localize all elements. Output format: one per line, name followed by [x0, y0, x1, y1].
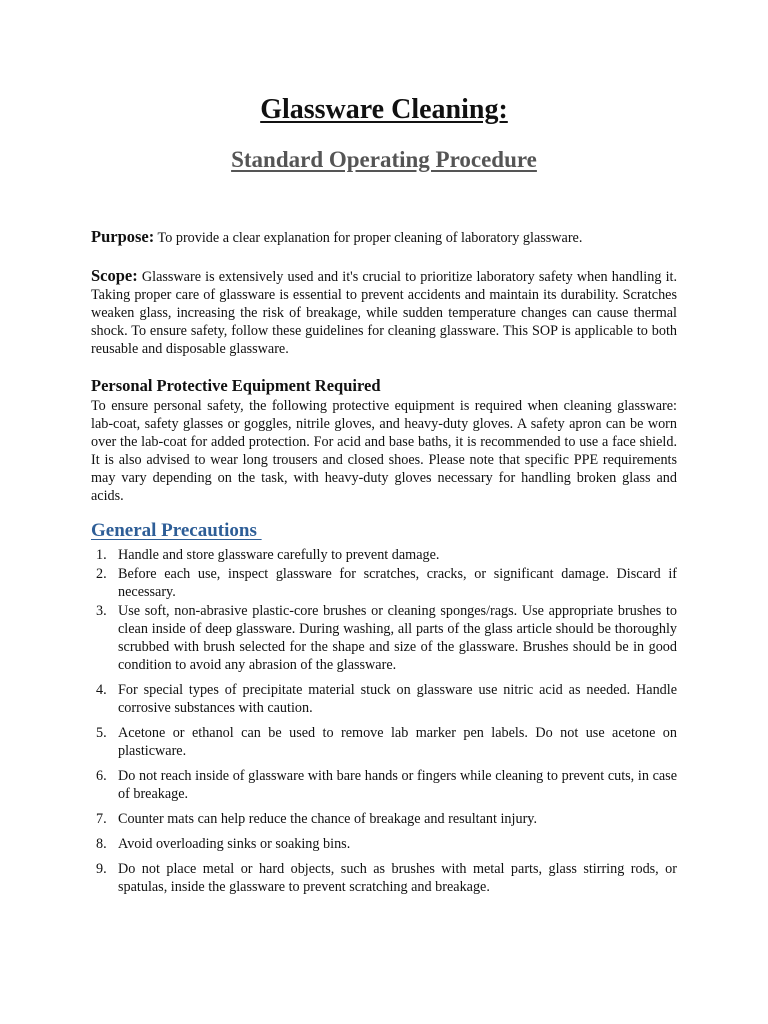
- purpose-label: Purpose:: [91, 227, 155, 246]
- list-item-text: Do not place metal or hard objects, such as brushes with metal parts, glass stirring rods, or spatulas, inside the glassware to prevent scratching and breakage.: [118, 861, 677, 895]
- purpose-text: To provide a clear explanation for proper cleaning of laboratory glassware.: [157, 230, 583, 246]
- list-item-number: 2.: [96, 566, 107, 582]
- list-item-text: Avoid overloading sinks or soaking bins.: [118, 836, 351, 852]
- list-item: [91, 767, 677, 803]
- scope-label: Scope:: [91, 266, 138, 285]
- list-item-number: 6.: [96, 768, 107, 784]
- list-item-number: 4.: [96, 682, 107, 698]
- list-item: [91, 835, 677, 853]
- list-item-number: 8.: [96, 836, 107, 852]
- scope-text: Glassware is extensively used and it's crucial to prioritize laboratory safety when handling it. Taking proper care of glassware is essential to prevent accidents and maintain its durability. Scratches weaken glass, increasing the risk of breakage, while sudden temperature changes can cause thermal shock. To ensure safety, follow these guidelines for cleaning glassware. This SOP is applicable to both reusable and disposable glassware.: [91, 269, 678, 357]
- precautions-list: [91, 546, 677, 896]
- list-item-number: 5.: [96, 725, 107, 741]
- page-subtitle: Standard Operating Procedure: [231, 147, 537, 172]
- list-item: [91, 565, 677, 601]
- list-item: [91, 681, 677, 717]
- list-item-text: Counter mats can help reduce the chance of breakage and resultant injury.: [118, 811, 538, 827]
- list-item-text: Before each use, inspect glassware for scratches, cracks, or significant damage. Discard if necessary.: [118, 566, 677, 600]
- list-item-text: Acetone or ethanol can be used to remove lab marker pen labels. Do not use acetone on plasticware.: [118, 725, 677, 759]
- list-item: [91, 810, 677, 828]
- list-item: [91, 546, 677, 564]
- list-item-text: Do not reach inside of glassware with bare hands or fingers while cleaning to prevent cuts, in case of breakage.: [118, 768, 677, 802]
- general-precautions-heading: General Precautions: [91, 520, 262, 541]
- purpose-paragraph: [91, 228, 677, 247]
- list-item-number: 3.: [96, 603, 107, 619]
- list-item-number: 1.: [96, 547, 107, 563]
- list-item-text: Handle and store glassware carefully to prevent damage.: [118, 547, 440, 563]
- ppe-paragraph: To ensure personal safety, the following protective equipment is required when cleaning glassware: lab-coat, safety glasses or goggles, nitrile gloves, and heavy-duty gloves. A safety apron can be worn over the lab-coat for added protection. For acid and base baths, it is recommended to use a face shield. It is also advised to wear long trousers and closed shoes. Please note that specific PPE requirements may vary depending on the task, with heavy-duty gloves necessary for handling broken glass and acids.: [91, 398, 677, 504]
- scope-paragraph: [91, 267, 677, 358]
- list-item-text: For special types of precipitate material stuck on glassware use nitric acid as needed. Handle corrosive substances with caution.: [118, 682, 677, 716]
- list-item: [91, 860, 677, 896]
- page-title: Glassware Cleaning:: [260, 94, 508, 125]
- list-item: [91, 602, 677, 674]
- list-item-text: Use soft, non-abrasive plastic-core brushes or cleaning sponges/rags. Use appropriate brushes to clean inside of deep glassware. During washing, all parts of the glass article should be thoroughly scrubbed with brush selected for the shape and size of the glassware. Brushes should be in good condition to avoid any abrasion of the glassware.: [118, 603, 677, 673]
- list-item-number: 7.: [96, 811, 107, 827]
- ppe-heading: Personal Protective Equipment Required: [91, 376, 381, 395]
- list-item-number: 9.: [96, 861, 107, 877]
- list-item: [91, 724, 677, 760]
